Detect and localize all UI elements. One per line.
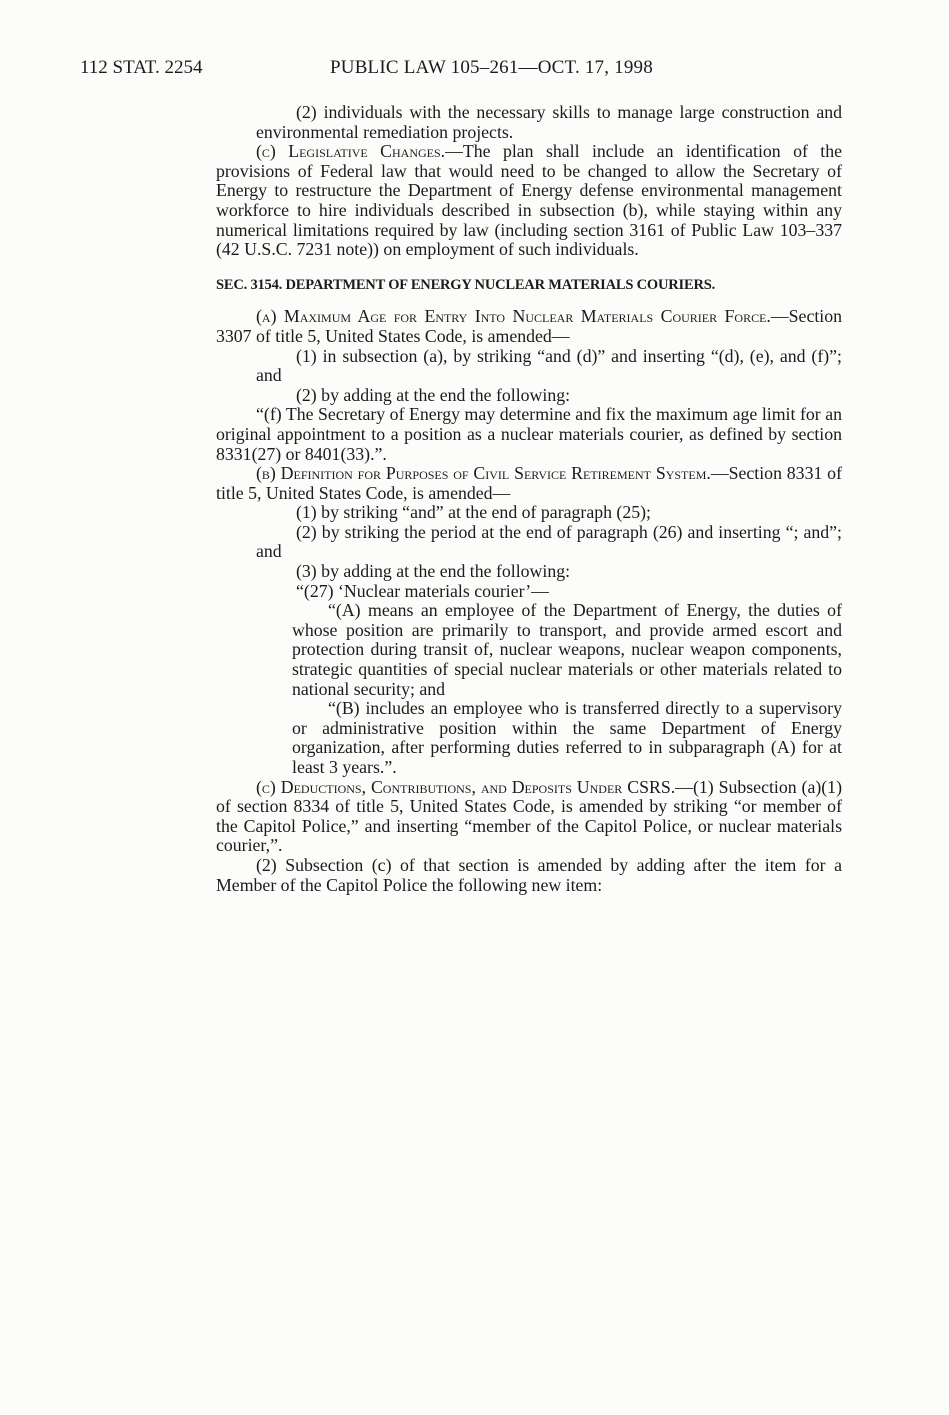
b-heading: (b) Definition for Purposes of Civil Service Retirement System. <box>256 463 711 484</box>
c2-text: —(1) Subsection (a)(1) of section 8334 of title 5, United States Code, is amended by striking “or member of the Capitol Police,” and inserting “member of the Capitol Police, or nuclear materials courier,”. <box>216 776 842 856</box>
quoted-paragraph-27: “(27) ‘Nuclear materials courier’— <box>296 580 549 601</box>
paragraph-c-legislative-changes <box>216 142 842 260</box>
page-body <box>216 103 842 895</box>
item-b2: (2) by striking the period at the end of paragraph (26) and inserting “; and”; and <box>256 521 842 562</box>
paragraph-b2-individuals: (2) individuals with the necessary skills to manage large construction and environmental remediation projects. <box>256 102 842 142</box>
item-b1: (1) by striking “and” at the end of paragraph (25); <box>296 502 651 523</box>
paragraph-a-maximum-age <box>216 307 842 346</box>
running-title: PUBLIC LAW 105–261—OCT. 17, 1998 <box>330 57 653 78</box>
paragraph-b-definition <box>216 464 842 503</box>
item-a2: (2) by adding at the end the following: <box>296 384 571 405</box>
subparagraph-A: “(A) means an employee of the Department of Energy, the duties of whose position are primarily to transport, and provide armed escort and protection during transit of, nuclear weapons, nuclear weapon components, strategic quantities of special nuclear materials or other materials related to national security; and <box>292 600 842 699</box>
subparagraph-B: “(B) includes an employee who is transferred directly to a supervisory or administrative position within the same Department of Energy organization, after performing duties referred to in subparagraph (A) for at least 3 years.”. <box>292 698 842 777</box>
a-text: —Section 3307 of title 5, United States Code, is amended— <box>216 306 842 346</box>
a-heading: (a) Maximum Age for Entry Into Nuclear Materials Courier Force. <box>256 306 771 327</box>
stat-page-number: 112 STAT. 2254 <box>80 57 203 78</box>
item-b3: (3) by adding at the end the following: <box>296 561 571 582</box>
section-heading: SEC. 3154. DEPARTMENT OF ENERGY NUCLEAR MATERIALS COURIERS. <box>216 276 716 293</box>
paragraph-c2: (2) Subsection (c) of that section is amended by adding after the item for a Member of the Capitol Police the following new item: <box>216 854 842 895</box>
item-a1: (1) in subsection (a), by striking “and (d)” and inserting “(d), (e), and (f)”; and <box>256 345 842 386</box>
paragraph-c-deductions <box>216 778 842 856</box>
b-text: —Section 8331 of title 5, United States Code, is amended— <box>216 463 842 503</box>
quoted-subsection-f: “(f) The Secretary of Energy may determine and fix the maximum age limit for an original appointment to a position as a nuclear materials courier, as defined by section 8331(27) or 8401(33).”. <box>216 404 842 464</box>
c-heading: (c) Legislative Changes. <box>256 141 446 162</box>
c-text: —The plan shall include an identification of the provisions of Federal law that would need to be changed to allow the Secretary of Energy to restructure the Department of Energy defense environmental management workforce to hire individuals described in subsection (b), while staying within any numerical limitations required by law (including section 3161 of Public Law 103–337 (42 U.S.C. 7231 note)) on employment of such individuals. <box>216 141 842 260</box>
c2-heading: (c) Deductions, Contributions, and Deposits Under CSRS. <box>256 776 676 797</box>
